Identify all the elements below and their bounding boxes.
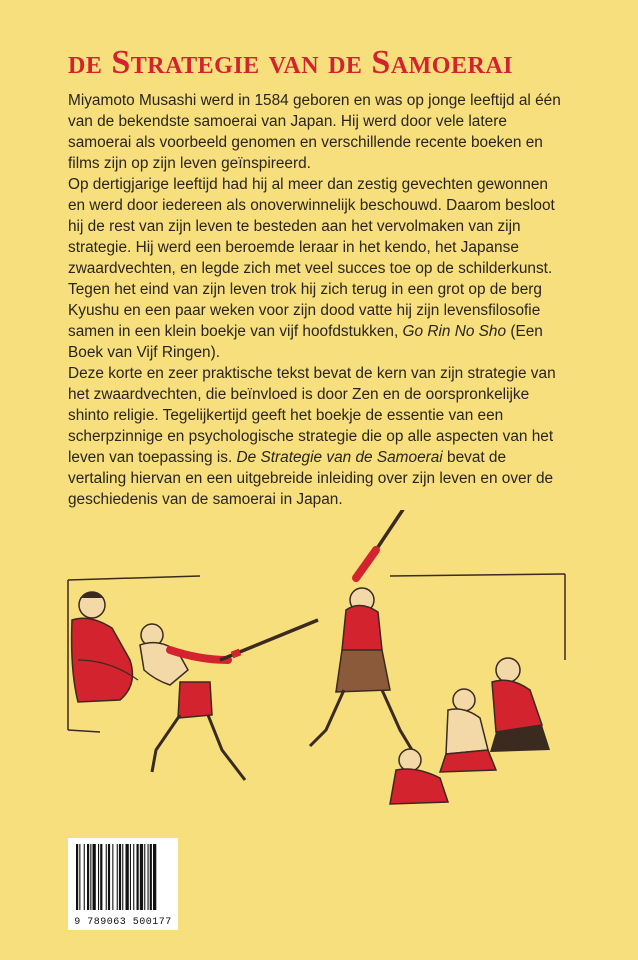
paragraph-3-italic-title: Go Rin No Sho	[402, 323, 507, 340]
paragraph-4-text: Deze korte en zeer praktische tekst bevat de kern van zijn strategie van het zwaardvechten, die beïnvloed is door Zen en de oorspronkelijke shinto religie. Tegelijkertijd geeft het boekje de essentie van een scherpzinnige en psychologische strategie die op alle aspecten van het leven van toepassing is.	[68, 365, 556, 466]
spectator-right-top	[490, 658, 550, 752]
blurb-paragraph-4	[68, 363, 568, 510]
barcode-bars	[68, 838, 178, 916]
fencer-right	[310, 510, 416, 750]
blurb-paragraph-3	[68, 279, 568, 363]
spectator-bottom	[390, 749, 448, 804]
book-title: de Strategie van de Samoerai	[68, 44, 513, 81]
spectator-left	[72, 592, 138, 702]
fencer-left	[140, 620, 318, 780]
samurai-duel-illustration	[60, 510, 580, 810]
isbn-number: 9 789063 500177	[74, 917, 172, 928]
blurb-text	[68, 90, 568, 510]
paragraph-2-text: Op dertigjarige leeftijd had hij al meer dan zestig gevechten gewonnen en werd door iedereen als onoverwinnelijk beschouwd. Daarom besloot hij de rest van zijn leven te besteden aan het vervolmaken van zijn strategie. Hij werd een beroemde leraar in het kendo, het Japanse zwaardvechten, en legde zich met veel succes toe op de schilderkunst.	[68, 176, 555, 277]
blurb-paragraph-2	[68, 174, 568, 279]
spectator-right-middle	[440, 689, 496, 772]
paragraph-3-text: Tegen het eind van zijn leven trok hij zich terug in een grot op de berg Kyushu en een paar weken voor zijn dood vatte hij zijn levensfilosofie samen in een klein boekje van vijf hoofdstukken,	[68, 281, 542, 340]
barcode	[68, 838, 178, 930]
paragraph-3-text-end: (Een Boek van Vijf Ringen).	[68, 323, 543, 361]
paragraph-1-text: Miyamoto Musashi werd in 1584 geboren en was op jonge leeftijd al één van de bekendste samoerai van Japan. Hij werd door vele latere samoerai als voorbeeld genomen en verschillende recente boeken en films zijn op zijn leven geïnspireerd.	[68, 92, 561, 172]
paragraph-4-text-end: bevat de vertaling hiervan en een uitgebreide inleiding over zijn leven en over de geschiedenis van de samoerai in Japan.	[68, 449, 554, 508]
blurb-paragraph-1	[68, 90, 568, 174]
paragraph-4-italic-title: De Strategie van de Samoerai	[236, 449, 443, 466]
